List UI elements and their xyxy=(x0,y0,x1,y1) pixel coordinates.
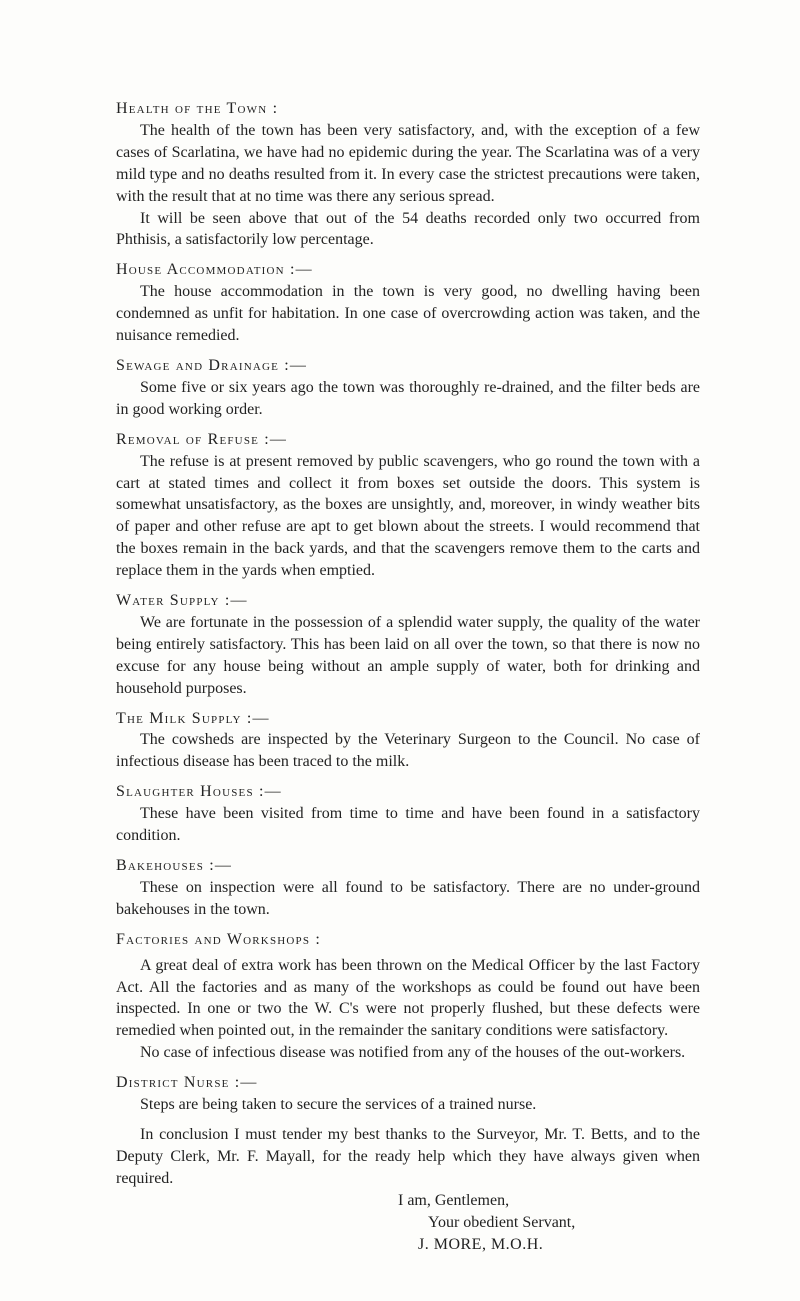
section-heading: Slaughter Houses :— xyxy=(116,783,282,801)
paragraph: Steps are being taken to secure the services of a trained nurse. xyxy=(140,1096,537,1114)
section-removal-of-refuse xyxy=(116,429,700,582)
salutation: I am, Gentlemen, xyxy=(398,1191,510,1209)
closing-paragraph: In conclusion I must tender my best thanks to the Surveyor, Mr. T. Betts, and to the Deputy Clerk, Mr. F. Mayall, for the ready help which they have always given when required. xyxy=(116,1125,700,1187)
section-factories-and-workshops xyxy=(116,929,700,1064)
section-water-supply xyxy=(116,590,700,700)
paragraph: These on inspection were all found to be satisfactory. There are no under-ground bakehouses in the town. xyxy=(116,878,700,918)
paragraph: A great deal of extra work has been thrown on the Medical Officer by the last Factory Act. All the factories and as many of the workshops as could be found out have been inspected. In one or two the W. C's were not properly flushed, but these defects were remedied when pointed out, in the remainder the sanitary conditions were satisfactory. xyxy=(116,956,700,1040)
section-heading: House Accommodation :— xyxy=(116,261,313,279)
section-sewage-and-drainage xyxy=(116,355,700,421)
paragraph: The house accommodation in the town is very good, no dwelling having been condemned as unfit for habitation. In one case of overcrowding action was taken, and the nuisance remedied. xyxy=(116,283,700,345)
report-body xyxy=(116,98,700,1255)
paragraph: It will be seen above that out of the 54 deaths recorded only two occurred from Phthisis, a satisfactorily low percentage. xyxy=(116,209,700,249)
section-heading: Factories and Workshops : xyxy=(116,930,322,948)
section-heading: District Nurse :— xyxy=(116,1074,258,1092)
paragraph: The cowsheds are inspected by the Veterinary Surgeon to the Council. No case of infectious disease has been traced to the milk. xyxy=(116,731,700,771)
section-district-nurse xyxy=(116,1072,700,1116)
paragraph: These have been visited from time to time and have been found in a satisfactory condition. xyxy=(116,805,700,845)
valediction: Your obedient Servant, xyxy=(428,1213,576,1231)
section-heading: Removal of Refuse :— xyxy=(116,430,288,448)
section-heading: Water Supply :— xyxy=(116,592,248,610)
section-heading: Sewage and Drainage :— xyxy=(116,356,308,374)
signature: J. MORE, M.O.H. xyxy=(418,1235,544,1253)
section-house-accommodation xyxy=(116,259,700,347)
paragraph: The refuse is at present removed by public scavengers, who go round the town with a cart at stated times and collect it from boxes set outside the doors. This system is somewhat unsatisfactory, as the boxes are unsightly, and, moreover, in windy weather bits of paper and other refuse are apt to get blown about the streets. I would recommend that the boxes remain in the back yards, and that the scavengers remove them to the carts and replace them in the yards when emptied. xyxy=(116,452,700,580)
paragraph: The health of the town has been very satisfactory, and, with the exception of a few cases of Scarlatina, we have had no epidemic during the year. The Scarlatina was of a very mild type and no deaths resulted from it. In every case the strictest precautions were taken, with the result that at no time was there any serious spread. xyxy=(116,121,700,205)
paragraph: Some five or six years ago the town was thoroughly re-drained, and the filter beds are in good working order. xyxy=(116,378,700,418)
section-milk-supply xyxy=(116,708,700,774)
paragraph: No case of infectious disease was notified from any of the houses of the out-workers. xyxy=(140,1044,686,1062)
section-slaughter-houses xyxy=(116,781,700,847)
section-health-of-the-town xyxy=(116,98,700,251)
section-heading: Bakehouses :— xyxy=(116,857,233,874)
section-heading: The Milk Supply :— xyxy=(116,709,270,727)
closing-block xyxy=(116,1124,700,1255)
section-heading: Health of the Town : xyxy=(116,100,279,117)
paragraph: We are fortunate in the possession of a splendid water supply, the quality of the water being entirely satisfactory. This has been laid on all over the town, so that there is now no excuse for any house being without an ample supply of water, both for drinking and household purposes. xyxy=(116,613,700,697)
section-bakehouses xyxy=(116,855,700,921)
